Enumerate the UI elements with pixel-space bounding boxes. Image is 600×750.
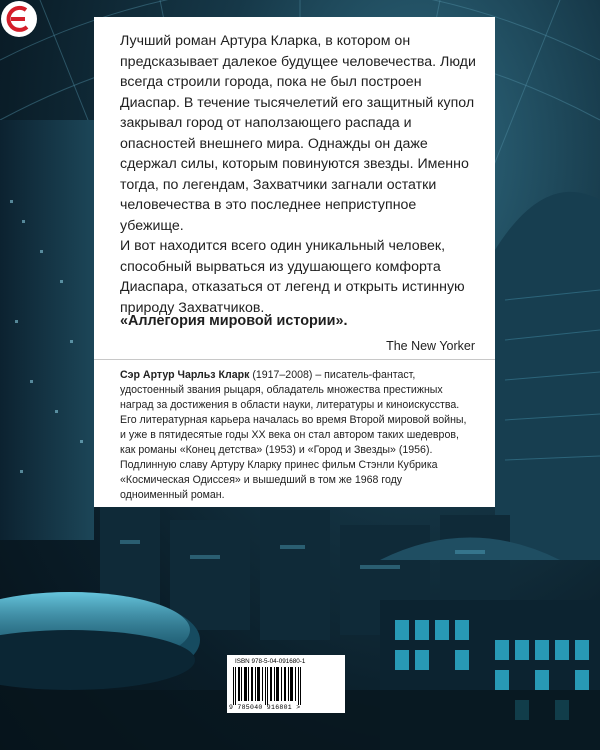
- blurb: [120, 31, 480, 318]
- publisher-logo: [0, 0, 38, 38]
- quote-source: The New Yorker: [386, 339, 475, 353]
- barcode-bars: [233, 667, 305, 705]
- barcode: [227, 655, 345, 713]
- author-bio-text: (1917–2008) – писатель-фантаст, удостоенный звания рыцаря, обладатель множества престижных наград за достижения в области науки, литературы и киноискусства. Его литературная карьера началась во время Второй мировой войны, и уже в пятидесятые годы XX века он стал автором таких шедевров, как романы «Конец детства» (1953) и «Город и Звезды» (1956). Подлинную славу Артуру Кларку принес фильм Стэнли Кубрика «Космическая Одиссея» и вышедший в том же 1968 году одноименный роман.: [120, 369, 467, 501]
- divider: [94, 359, 495, 360]
- blurb-paragraph-2: И вот находится всего один уникальный человек, способный вырваться из удушающего комфорта Диаспара, отказаться от легенд и открыть истинную природу Захватчиков.: [120, 238, 465, 316]
- review-quote: «Аллегория мировой истории».: [120, 313, 348, 329]
- barcode-number: 9 785040 916801 >: [229, 704, 301, 711]
- blurb-paragraph-1: Лучший роман Артура Кларка, в котором он предсказывает далекое будущее человечества. Люди всегда строили города, пока не был построен Диаспар. В течение тысячелетий его защитный купол закрывал город от наползающего распада и опасностей внешнего мира. Однажды он даже сдержал силы, которым повинуются звезды. Именно тогда, по легендам, Захватчики загнали остатки человечества в это последнее неприступное убежище.: [120, 33, 476, 234]
- author-bio: [120, 368, 472, 503]
- isbn-text: ISBN 978-5-04-091680-1: [235, 658, 306, 665]
- text-panel: [94, 17, 495, 507]
- author-name: Сэр Артур Чарльз Кларк: [120, 369, 250, 381]
